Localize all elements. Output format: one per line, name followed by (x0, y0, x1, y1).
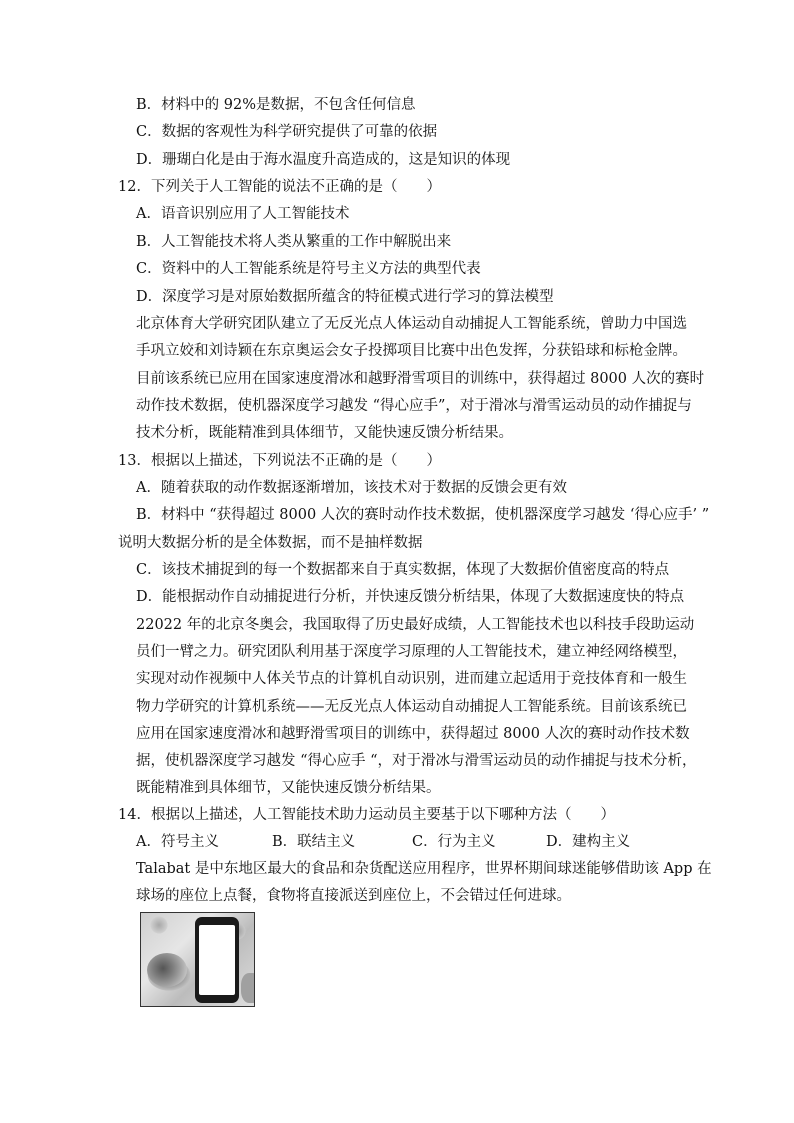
passage3-line: 球场的座位上点餐，食物将直接派送到座位上，不会错过任何进球。 (136, 888, 571, 904)
q13-option-b: B．材料中 “获得超过 8000 人次的赛时动作技术数据，使机器深度学习越发 ‘得心应手’ ” (136, 507, 710, 523)
food-plate-image (147, 953, 187, 987)
q11-option-d: D．珊瑚白化是由于海水温度升高造成的，这是知识的体现 (136, 152, 511, 168)
q14-option-b: B．联结主义 (272, 834, 356, 850)
passage1-line: 动作技术数据，使机器深度学习越发 “得心应手”，对于滑冰与滑雪运动员的动作捕捉与 (136, 398, 692, 414)
q12-option-a: A．语音识别应用了人工智能技术 (136, 206, 350, 222)
passage2-line: 22022 年的北京冬奥会，我国取得了历史最好成绩，人工智能技术也以科技手段助运动 (136, 617, 695, 633)
q14-option-d: D．建构主义 (546, 834, 631, 850)
passage2-line: 据，使机器深度学习越发 “得心应手 “，对于滑冰与滑雪运动员的动作捕捉与技术分析， (136, 753, 697, 769)
q11-option-b: B．材料中的 92%是数据，不包含任何信息 (136, 97, 416, 113)
passage1-line: 目前该系统已应用在国家速度滑冰和越野滑雪项目的训练中，获得超过 8000 人次的赛时 (136, 371, 705, 387)
passage2-line: 既能精准到具体细节，又能快速反馈分析结果。 (136, 780, 441, 796)
q12-option-c: C．资料中的人工智能系统是符号主义方法的典型代表 (136, 261, 481, 277)
q14-option-c: C．行为主义 (412, 834, 496, 850)
q12-option-d: D．深度学习是对原始数据所蕴含的特征模式进行学习的算法模型 (136, 289, 554, 305)
passage1-line: 技术分析，既能精准到具体细节，又能快速反馈分析结果。 (136, 425, 513, 441)
passage1-line: 北京体育大学研究团队建立了无反光点人体运动自动捕捉人工智能系统，曾助力中国选 (136, 316, 687, 332)
smartphone-image (195, 917, 239, 1003)
q13-option-d: D．能根据动作自动捕捉进行分析，并快速反馈分析结果，体现了大数据速度快的特点 (136, 589, 685, 605)
passage2-line: 应用在国家速度滑冰和越野滑雪项目的训练中，获得超过 8000 人次的赛时动作技术数 (136, 726, 690, 742)
q11-option-c: C．数据的客观性为科学研究提供了可靠的依据 (136, 124, 438, 140)
passage1-line: 手巩立姣和刘诗颖在东京奥运会女子投掷项目比赛中出色发挥，分获铅球和标枪金牌。 (136, 343, 687, 359)
food-item-image (241, 973, 255, 1003)
q14-stem: 14．根据以上描述，人工智能技术助力运动员主要基于以下哪种方法（ ） (118, 807, 615, 823)
q13-option-a: A．随着获取的动作数据逐渐增加，该技术对于数据的反馈会更有效 (136, 480, 567, 496)
q14-option-a: A．符号主义 (136, 834, 219, 850)
q13-option-b-continued: 说明大数据分析的是全体数据，而不是抽样数据 (118, 535, 423, 551)
phone-food-photo (140, 912, 255, 1007)
q13-option-c: C．该技术捕捉到的每一个数据都来自于真实数据，体现了大数据价值密度高的特点 (136, 562, 670, 578)
passage2-line: 实现对动作视频中人体关节点的计算机自动识别，进而建立起适用于竞技体育和一般生 (136, 671, 687, 687)
passage2-line: 物力学研究的计算机系统——无反光点人体运动自动捕捉人工智能系统。目前该系统已 (136, 699, 687, 715)
q12-option-b: B．人工智能技术将人类从繁重的工作中解脱出来 (136, 234, 452, 250)
q12-stem: 12．下列关于人工智能的说法不正确的是（ ） (118, 179, 441, 195)
q13-stem: 13．根据以上描述，下列说法不正确的是（ ） (118, 453, 441, 469)
passage2-line: 员们一臂之力。研究团队利用基于深度学习原理的人工智能技术，建立神经网络模型， (136, 644, 687, 660)
passage3-line: Talabat 是中东地区最大的食品和杂货配送应用程序，世界杯期间球迷能够借助该 App 在 (136, 861, 712, 877)
smartphone-screen (199, 925, 235, 995)
